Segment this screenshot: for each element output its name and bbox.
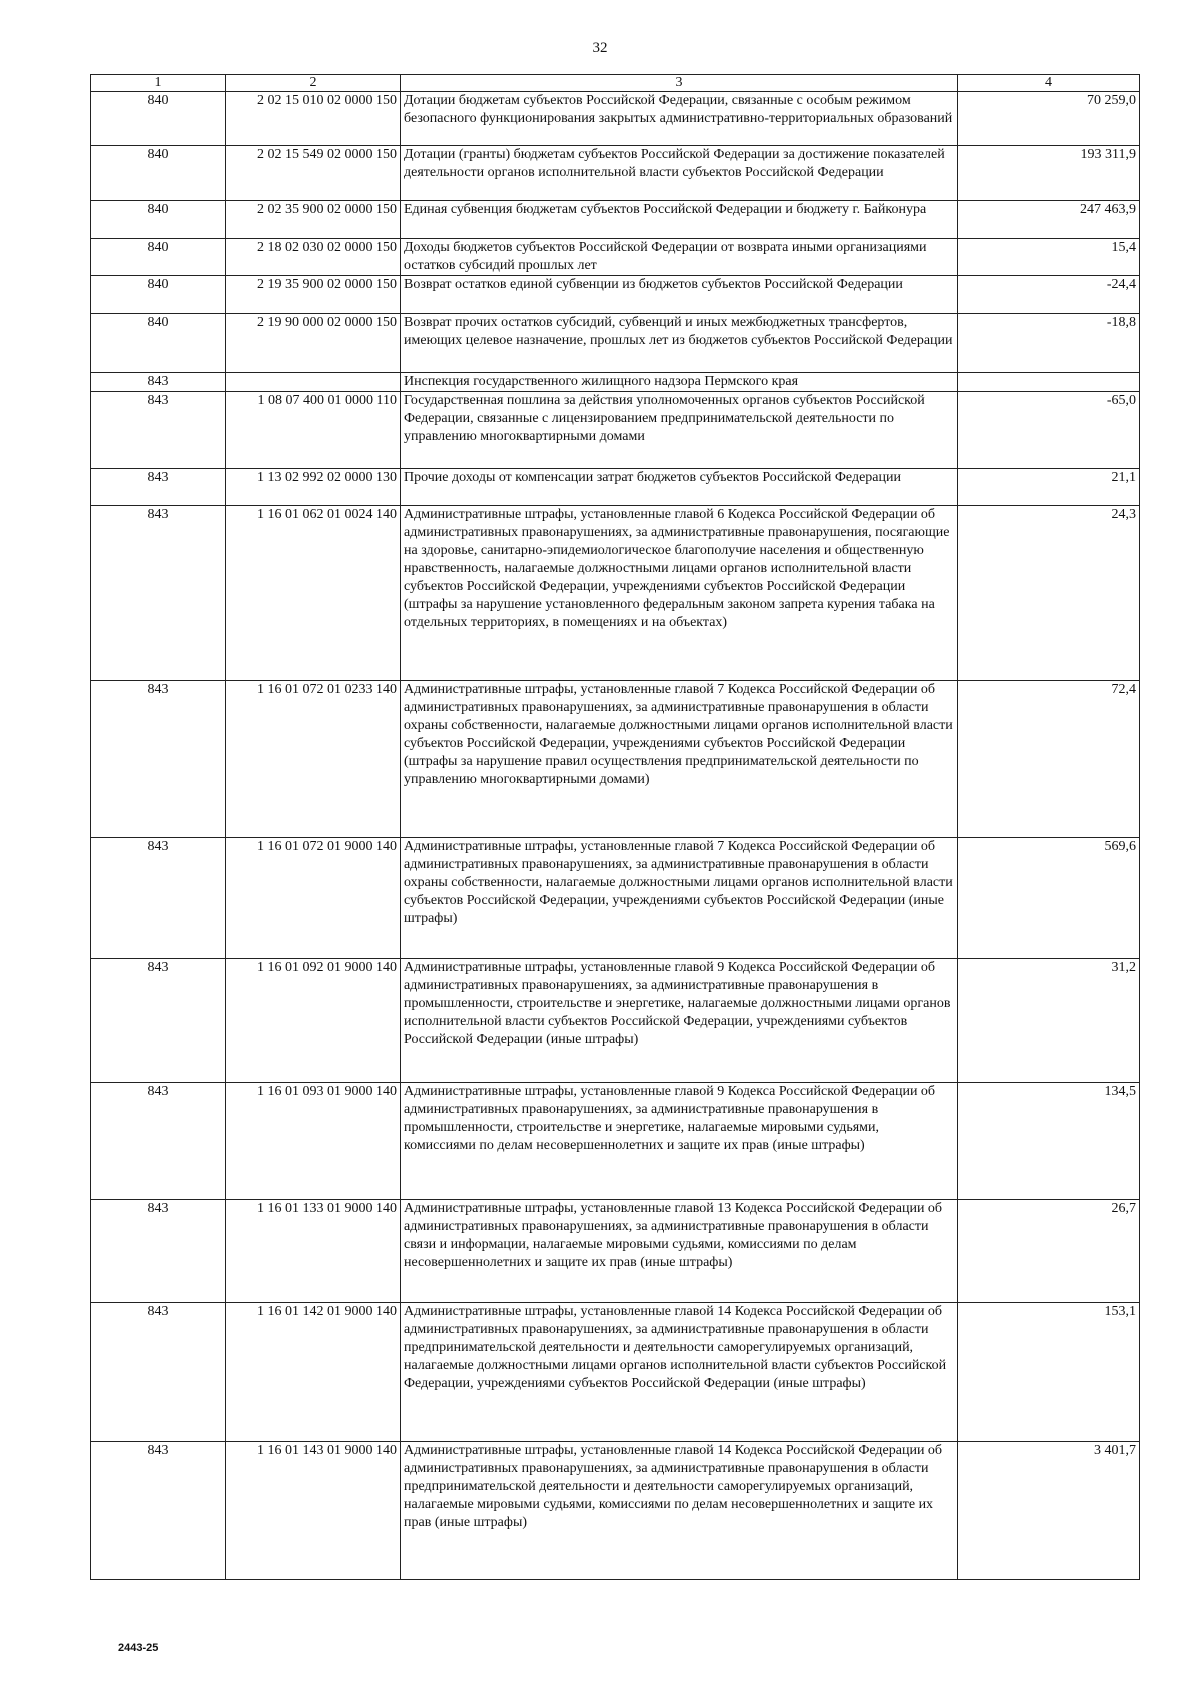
administrator-name-cell: Инспекция государственного жилищного надзора Пермского края — [401, 373, 958, 392]
admin-code-cell: 843 — [91, 1200, 226, 1303]
amount-cell: 31,2 — [958, 959, 1140, 1083]
revenue-name-cell: Административные штрафы, установленные главой 7 Кодекса Российской Федерации об административных правонарушениях, за административные правонарушения в области охраны собственности, налагаемые должностными лицами органов исполнительной власти субъектов Российской Федерации, учреждениями субъектов Российской Федерации (иные штрафы) — [401, 838, 958, 959]
amount-cell: 70 259,0 — [958, 92, 1140, 146]
budget-classification-code-cell: 1 16 01 143 01 9000 140 — [226, 1442, 401, 1580]
table-row — [91, 276, 1140, 314]
table-row — [91, 1200, 1140, 1303]
table-row — [91, 681, 1140, 838]
amount-cell: 569,6 — [958, 838, 1140, 959]
budget-classification-code-cell: 1 16 01 092 01 9000 140 — [226, 959, 401, 1083]
revenue-name-cell: Дотации (гранты) бюджетам субъектов Российской Федерации за достижение показателей деятельности органов исполнительной власти субъектов Российской Федерации — [401, 146, 958, 201]
admin-code-cell: 843 — [91, 1303, 226, 1442]
budget-classification-code-cell: 2 19 90 000 02 0000 150 — [226, 314, 401, 373]
revenue-name-cell: Дотации бюджетам субъектов Российской Федерации, связанные с особым режимом безопасного функционирования закрытых административно-территориальных образований — [401, 92, 958, 146]
budget-classification-code-cell: 2 02 35 900 02 0000 150 — [226, 201, 401, 239]
column-header-2: 2 — [226, 75, 401, 92]
admin-code-cell: 840 — [91, 201, 226, 239]
page-number: 32 — [592, 40, 608, 56]
amount-cell: 3 401,7 — [958, 1442, 1140, 1580]
revenue-name-cell: Административные штрафы, установленные главой 9 Кодекса Российской Федерации об административных правонарушениях, за административные правонарушения в промышленности, строительстве и энергетике, налагаемые должностными лицами органов исполнительной власти субъектов Российской Федерации, учреждениями субъектов Российской Федерации (иные штрафы) — [401, 959, 958, 1083]
revenue-name-cell: Административные штрафы, установленные главой 6 Кодекса Российской Федерации об административных правонарушениях, за административные правонарушения, посягающие на здоровье, санитарно-эпидемиологическое благополучие населения и общественную нравственность, налагаемые должностными лицами органов исполнительной власти субъектов Российской Федерации, учреждениями субъектов Российской Федерации (штрафы за нарушение установленного федеральным законом запрета курения табака на отдельных территориях, в помещениях и на объектах) — [401, 506, 958, 681]
revenue-name-cell: Возврат остатков единой субвенции из бюджетов субъектов Российской Федерации — [401, 276, 958, 314]
revenue-name-cell: Административные штрафы, установленные главой 14 Кодекса Российской Федерации об административных правонарушениях, за административные правонарушения в области предпринимательской деятельности и деятельности саморегулируемых организаций, налагаемые мировыми судьями, комиссиями по делам несовершеннолетних и защите их прав (иные штрафы) — [401, 1442, 958, 1580]
amount-cell: 72,4 — [958, 681, 1140, 838]
admin-code-cell: 843 — [91, 838, 226, 959]
amount-cell: 247 463,9 — [958, 201, 1140, 239]
table-row — [91, 959, 1140, 1083]
revenue-name-cell: Единая субвенция бюджетам субъектов Российской Федерации и бюджету г. Байконура — [401, 201, 958, 239]
amount-cell: -65,0 — [958, 392, 1140, 469]
budget-classification-code-cell: 1 16 01 072 01 9000 140 — [226, 838, 401, 959]
column-header-3: 3 — [401, 75, 958, 92]
table-row — [91, 1303, 1140, 1442]
revenue-name-cell: Доходы бюджетов субъектов Российской Федерации от возврата иными организациями остатков субсидий прошлых лет — [401, 239, 958, 276]
budget-classification-code-cell: 1 13 02 992 02 0000 130 — [226, 469, 401, 506]
admin-code-cell: 843 — [91, 1083, 226, 1200]
amount-cell: 193 311,9 — [958, 146, 1140, 201]
budget-classification-code-cell: 1 16 01 093 01 9000 140 — [226, 1083, 401, 1200]
budget-classification-code-cell: 1 08 07 400 01 0000 110 — [226, 392, 401, 469]
table-row — [91, 469, 1140, 506]
admin-code-cell: 840 — [91, 239, 226, 276]
revenue-name-cell: Прочие доходы от компенсации затрат бюджетов субъектов Российской Федерации — [401, 469, 958, 506]
amount-cell: 24,3 — [958, 506, 1140, 681]
amount-cell: -24,4 — [958, 276, 1140, 314]
revenue-name-cell: Административные штрафы, установленные главой 13 Кодекса Российской Федерации об административных правонарушениях, за административные правонарушения в области связи и информации, налагаемые мировыми судьями, комиссиями по делам несовершеннолетних и защите их прав (иные штрафы) — [401, 1200, 958, 1303]
admin-code-cell: 843 — [91, 959, 226, 1083]
admin-code-cell: 840 — [91, 314, 226, 373]
admin-code-cell: 840 — [91, 276, 226, 314]
budget-classification-code-cell: 2 18 02 030 02 0000 150 — [226, 239, 401, 276]
table-row — [91, 239, 1140, 276]
amount-cell: 21,1 — [958, 469, 1140, 506]
table-row — [91, 1442, 1140, 1580]
table-header-row — [91, 75, 1140, 92]
budget-classification-code-cell: 1 16 01 133 01 9000 140 — [226, 1200, 401, 1303]
table-row — [91, 506, 1140, 681]
revenue-name-cell: Административные штрафы, установленные главой 7 Кодекса Российской Федерации об административных правонарушениях, за административные правонарушения в области охраны собственности, налагаемые должностными лицами органов исполнительной власти субъектов Российской Федерации, учреждениями субъектов Российской Федерации (штрафы за нарушение правил осуществления предпринимательской деятельности по управлению многоквартирными домами) — [401, 681, 958, 838]
admin-code-cell: 843 — [91, 392, 226, 469]
revenue-name-cell: Административные штрафы, установленные главой 9 Кодекса Российской Федерации об административных правонарушениях, за административные правонарушения в промышленности, строительстве и энергетике, налагаемые мировыми судьями, комиссиями по делам несовершеннолетних и защите их прав (иные штрафы) — [401, 1083, 958, 1200]
amount-cell: 134,5 — [958, 1083, 1140, 1200]
budget-classification-code-cell: 1 16 01 142 01 9000 140 — [226, 1303, 401, 1442]
budget-classification-code-cell: 1 16 01 072 01 0233 140 — [226, 681, 401, 838]
table-row — [91, 1083, 1140, 1200]
admin-code-cell: 843 — [91, 506, 226, 681]
admin-code-cell: 843 — [91, 469, 226, 506]
admin-code-cell: 843 — [91, 1442, 226, 1580]
table-row — [91, 373, 1140, 392]
column-header-4: 4 — [958, 75, 1140, 92]
budget-classification-code-cell: 1 16 01 062 01 0024 140 — [226, 506, 401, 681]
budget-classification-code-cell — [226, 373, 401, 392]
admin-code-cell: 843 — [91, 373, 226, 392]
column-header-1: 1 — [91, 75, 226, 92]
document-registration-number: 2443-25 — [118, 1642, 159, 1654]
amount-cell: 153,1 — [958, 1303, 1140, 1442]
amount-cell: -18,8 — [958, 314, 1140, 373]
budget-revenue-table — [90, 74, 1140, 1580]
amount-cell: 26,7 — [958, 1200, 1140, 1303]
budget-classification-code-cell: 2 02 15 549 02 0000 150 — [226, 146, 401, 201]
revenue-name-cell: Административные штрафы, установленные главой 14 Кодекса Российской Федерации об административных правонарушениях, за административные правонарушения в области предпринимательской деятельности и деятельности саморегулируемых организаций, налагаемые должностными лицами органов исполнительной власти субъектов Российской Федерации, учреждениями субъектов Российской Федерации (иные штрафы) — [401, 1303, 958, 1442]
amount-cell: 15,4 — [958, 239, 1140, 276]
admin-code-cell: 840 — [91, 92, 226, 146]
budget-classification-code-cell: 2 02 15 010 02 0000 150 — [226, 92, 401, 146]
admin-code-cell: 840 — [91, 146, 226, 201]
revenue-name-cell: Возврат прочих остатков субсидий, субвенций и иных межбюджетных трансфертов, имеющих целевое назначение, прошлых лет из бюджетов субъектов Российской Федерации — [401, 314, 958, 373]
table-row — [91, 838, 1140, 959]
budget-classification-code-cell: 2 19 35 900 02 0000 150 — [226, 276, 401, 314]
table-row — [91, 392, 1140, 469]
table-row — [91, 201, 1140, 239]
table-row — [91, 314, 1140, 373]
revenue-name-cell: Государственная пошлина за действия уполномоченных органов субъектов Российской Федерации, связанные с лицензированием предпринимательской деятельности по управлению многоквартирными домами — [401, 392, 958, 469]
table-row — [91, 92, 1140, 146]
amount-cell — [958, 373, 1140, 392]
admin-code-cell: 843 — [91, 681, 226, 838]
table-row — [91, 146, 1140, 201]
